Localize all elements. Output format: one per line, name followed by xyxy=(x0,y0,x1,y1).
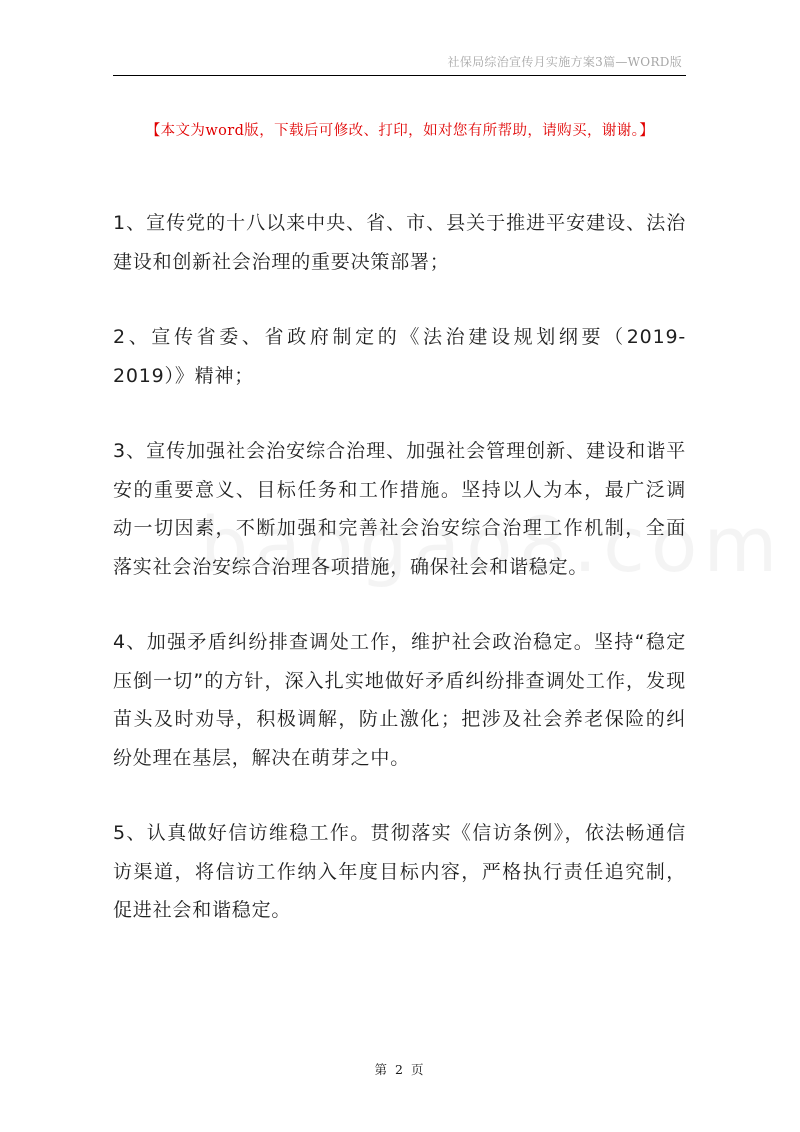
paragraph-item-2: 2、宣传省委、省政府制定的《法治建设规划纲要（2019-2019）》精神； xyxy=(113,326,686,387)
paragraph-item-3: 3、宣传加强社会治安综合治理、加强社会管理创新、建设和谐平安的重要意义、目标任务和工作措施。坚持以人为本，最广泛调动一切因素，不断加强和完善社会治安综合治理工作机制，全面落实社会治安综合治理各项措施，确保社会和谐稳定。 xyxy=(113,440,686,578)
page-header xyxy=(113,50,686,76)
purchase-notice: 【本文为word版，下载后可修改、打印，如对您有所帮助，请购买，谢谢。】 xyxy=(145,123,655,139)
page-number: 第 2 页 xyxy=(374,1062,426,1077)
header-title: 社保局综治宣传月实施方案3篇—WORD版 xyxy=(447,55,682,69)
document-body xyxy=(113,204,686,967)
paragraph-item-4: 4、加强矛盾纠纷排查调处工作，维护社会政治稳定。坚持“稳定压倒一切”的方针，深入扎实地做好矛盾纠纷排查调处工作，发现苗头及时劝导，积极调解，防止激化；把涉及社会养老保险的纠纷处理在基层，解决在萌芽之中。 xyxy=(113,631,686,769)
paragraph-item-1: 1、宣传党的十八以来中央、省、市、县关于推进平安建设、法治建设和创新社会治理的重要决策部署； xyxy=(113,212,686,273)
paragraph-item-5: 5、认真做好信访维稳工作。贯彻落实《信访条例》，依法畅通信访渠道，将信访工作纳入年度目标内容，严格执行责任追究制，促进社会和谐稳定。 xyxy=(113,822,686,921)
